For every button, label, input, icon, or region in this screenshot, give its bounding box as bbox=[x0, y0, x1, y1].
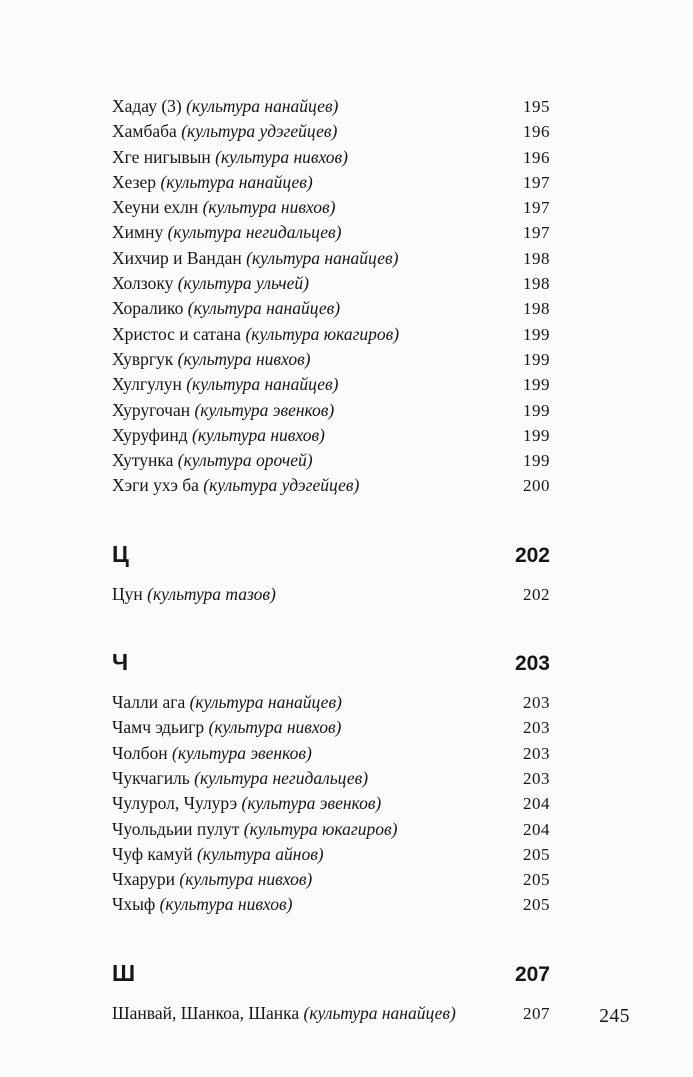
entry-name: Хутунка bbox=[112, 450, 174, 471]
entry-name: Хэги ухэ ба bbox=[112, 475, 199, 496]
entry-text bbox=[112, 145, 348, 169]
entry-text bbox=[112, 246, 398, 270]
entry-culture-note: (культура нанайцев) bbox=[189, 692, 342, 713]
entry-text bbox=[112, 271, 309, 295]
entry-text bbox=[112, 448, 313, 472]
section-page-number: 207 bbox=[514, 962, 550, 986]
entry-page-number: 199 bbox=[523, 375, 550, 395]
entry-page-number: 197 bbox=[523, 172, 550, 192]
entry-culture-note: (культура юкагиров) bbox=[245, 323, 400, 344]
entry-list bbox=[112, 94, 550, 499]
entry-culture-note: (культура нанайцев) bbox=[187, 298, 341, 319]
entry-name: Чуф камуй bbox=[112, 843, 193, 864]
entry-text bbox=[112, 741, 312, 765]
entry-list bbox=[112, 1001, 550, 1026]
entry-culture-note: (культура нивхов) bbox=[208, 717, 342, 738]
entry-text bbox=[112, 791, 381, 815]
entry-name: Чолбон bbox=[112, 742, 168, 763]
entry-page-number: 203 bbox=[523, 693, 550, 713]
entry-text bbox=[112, 119, 337, 143]
entry-text bbox=[112, 347, 311, 371]
index-entry bbox=[112, 892, 550, 917]
index-entry bbox=[112, 842, 550, 867]
index-entry bbox=[112, 220, 550, 245]
index-entry bbox=[112, 423, 550, 448]
index-entry bbox=[112, 246, 550, 271]
entry-text bbox=[112, 842, 324, 866]
entry-page-number: 196 bbox=[523, 122, 550, 142]
entry-text bbox=[112, 296, 340, 320]
entry-page-number: 203 bbox=[523, 743, 550, 763]
index-entry bbox=[112, 195, 550, 220]
section-heading bbox=[112, 541, 550, 569]
entry-text bbox=[112, 1001, 456, 1025]
entry-culture-note: (культура эвенков) bbox=[194, 399, 335, 420]
entry-page-number: 196 bbox=[523, 147, 550, 167]
entry-name: Христос и сатана bbox=[112, 323, 242, 344]
entry-text bbox=[112, 372, 338, 396]
entry-page-number: 202 bbox=[523, 584, 550, 604]
index-entry bbox=[112, 582, 550, 607]
entry-culture-note: (культура нанайцев) bbox=[186, 374, 339, 395]
entry-page-number: 199 bbox=[523, 451, 550, 471]
section-letter: Ч bbox=[112, 649, 129, 676]
entry-name: Хуругочан bbox=[112, 399, 191, 420]
entry-culture-note: (культура юкагиров) bbox=[243, 818, 398, 839]
entry-text bbox=[112, 195, 335, 219]
entry-name: Хувргук bbox=[112, 348, 174, 369]
index-entry bbox=[112, 145, 550, 170]
entry-page-number: 199 bbox=[523, 400, 550, 420]
entry-page-number: 195 bbox=[523, 97, 550, 116]
entry-culture-note: (культура нанайцев) bbox=[303, 1002, 456, 1023]
index-entry bbox=[112, 119, 550, 144]
entry-page-number: 205 bbox=[523, 870, 550, 890]
section-letter: Ц bbox=[112, 540, 129, 567]
entry-name: Хулгулун bbox=[112, 374, 182, 395]
entry-list bbox=[112, 582, 550, 607]
index-entry bbox=[112, 271, 550, 296]
index-content bbox=[112, 94, 550, 1026]
entry-text bbox=[112, 423, 325, 447]
entry-name: Хге нигывын bbox=[112, 146, 211, 167]
entry-page-number: 197 bbox=[523, 198, 550, 218]
entry-text bbox=[112, 322, 399, 346]
entry-name: Шанвай, Шанкоа, Шанка bbox=[112, 1002, 300, 1023]
entry-culture-note: (культура удэгейцев) bbox=[181, 121, 338, 142]
entry-name: Чхыф bbox=[112, 894, 156, 915]
entry-text bbox=[112, 892, 292, 916]
index-entry bbox=[112, 398, 550, 423]
entry-name: Хезер bbox=[112, 171, 157, 192]
entry-name: Хуруфинд bbox=[112, 424, 188, 445]
section-page-number: 202 bbox=[514, 543, 550, 567]
index-entry bbox=[112, 791, 550, 816]
entry-culture-note: (культура нивхов) bbox=[159, 894, 293, 915]
index-entry bbox=[112, 766, 550, 791]
entry-page-number: 200 bbox=[523, 476, 550, 496]
section-heading bbox=[112, 960, 550, 988]
index-entry bbox=[112, 296, 550, 321]
index-entry bbox=[112, 322, 550, 347]
index-entry bbox=[112, 473, 550, 498]
index-entry bbox=[112, 867, 550, 892]
entry-text bbox=[112, 398, 334, 422]
entry-name: Хеуни ехлн bbox=[112, 197, 199, 218]
entry-culture-note: (культура эвенков) bbox=[241, 793, 382, 814]
entry-culture-note: (культура айнов) bbox=[196, 843, 324, 864]
entry-culture-note: (культура удэгейцев) bbox=[203, 475, 360, 496]
section-heading bbox=[112, 649, 550, 677]
entry-culture-note: (культура негидальцев) bbox=[194, 767, 369, 788]
entry-page-number: 199 bbox=[523, 324, 550, 344]
entry-page-number: 204 bbox=[523, 794, 550, 814]
entry-culture-note: (культура орочей) bbox=[177, 450, 313, 471]
entry-name: Чалли ага bbox=[112, 692, 186, 713]
entry-culture-note: (культура нивхов) bbox=[179, 869, 313, 890]
entry-text bbox=[112, 170, 313, 194]
entry-text bbox=[112, 582, 276, 606]
entry-list bbox=[112, 690, 550, 918]
entry-name: Хамбаба bbox=[112, 121, 177, 142]
entry-name: Чуольдьии пулут bbox=[112, 818, 240, 839]
index-entry bbox=[112, 448, 550, 473]
entry-page-number: 203 bbox=[523, 768, 550, 788]
entry-culture-note: (культура нанайцев) bbox=[186, 96, 339, 116]
entry-name: Чамч эдьигр bbox=[112, 717, 205, 738]
index-entry bbox=[112, 690, 550, 715]
entry-culture-note: (культура негидальцев) bbox=[167, 222, 342, 243]
entry-culture-note: (культура нанайцев) bbox=[160, 171, 313, 192]
entry-culture-note: (культура нивхов) bbox=[177, 348, 311, 369]
entry-page-number: 205 bbox=[523, 844, 550, 864]
entry-culture-note: (культура эвенков) bbox=[172, 742, 312, 763]
entry-text bbox=[112, 473, 359, 497]
section-page-number: 203 bbox=[514, 652, 550, 676]
entry-text bbox=[112, 220, 341, 244]
entry-page-number: 204 bbox=[523, 819, 550, 839]
index-entry bbox=[112, 1001, 550, 1026]
entry-page-number: 205 bbox=[523, 895, 550, 915]
entry-page-number: 199 bbox=[523, 425, 550, 445]
entry-culture-note: (культура тазов) bbox=[147, 583, 276, 604]
entry-page-number: 207 bbox=[523, 1003, 550, 1023]
entry-culture-note: (культура нивхов) bbox=[215, 146, 348, 167]
entry-culture-note: (культура нивхов) bbox=[192, 424, 325, 445]
index-entry bbox=[112, 347, 550, 372]
index-entry bbox=[112, 741, 550, 766]
entry-text bbox=[112, 867, 312, 891]
index-entry bbox=[112, 170, 550, 195]
entry-name: Химну bbox=[112, 222, 164, 243]
index-entry bbox=[112, 372, 550, 397]
entry-name: Чхарури bbox=[112, 869, 176, 890]
entry-page-number: 203 bbox=[523, 718, 550, 738]
entry-page-number: 197 bbox=[523, 223, 550, 243]
entry-page-number: 198 bbox=[523, 299, 550, 319]
entry-culture-note: (культура нивхов) bbox=[202, 197, 336, 218]
entry-name: Холзоку bbox=[112, 273, 174, 294]
entry-text bbox=[112, 690, 342, 714]
entry-name: Хадау (3) bbox=[112, 96, 182, 116]
entry-culture-note: (культура нанайцев) bbox=[246, 247, 399, 268]
section-letter: Ш bbox=[112, 959, 136, 986]
page-number: 245 bbox=[599, 1006, 630, 1027]
entry-text bbox=[112, 766, 368, 790]
entry-text bbox=[112, 715, 341, 739]
index-entry bbox=[112, 817, 550, 842]
entry-name: Чукчагиль bbox=[112, 767, 190, 788]
entry-name: Хихчир и Вандан bbox=[112, 247, 242, 268]
entry-page-number: 198 bbox=[523, 248, 550, 268]
entry-page-number: 198 bbox=[523, 274, 550, 294]
entry-name: Цун bbox=[112, 583, 143, 604]
entry-name: Хоралико bbox=[112, 298, 184, 319]
entry-text bbox=[112, 817, 397, 841]
index-entry bbox=[112, 715, 550, 740]
entry-culture-note: (культура ульчей) bbox=[177, 273, 309, 294]
entry-text bbox=[112, 94, 338, 118]
entry-page-number: 199 bbox=[523, 349, 550, 369]
index-entry bbox=[112, 94, 550, 119]
entry-name: Чулурол, Чулурэ bbox=[112, 793, 238, 814]
